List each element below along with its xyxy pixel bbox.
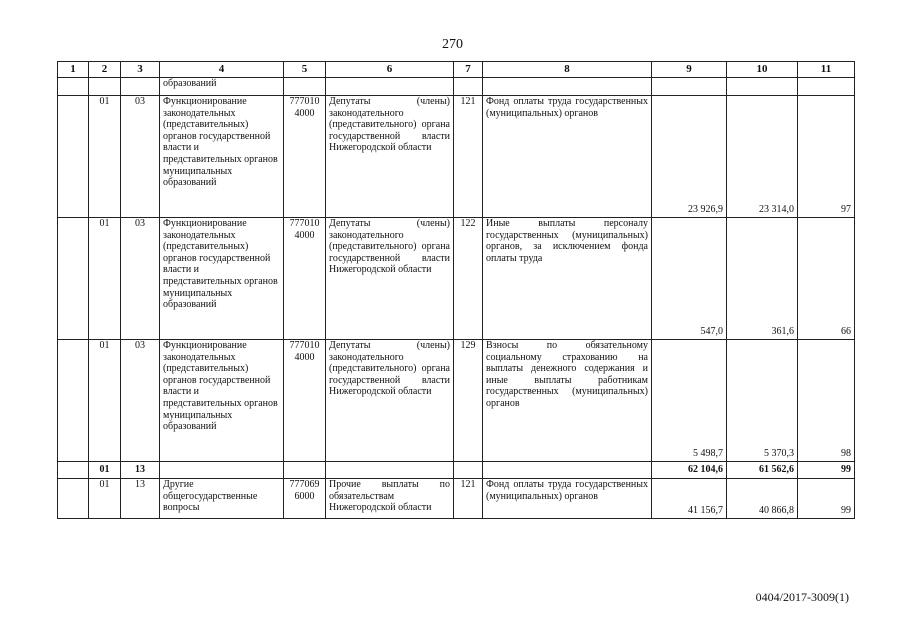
subtotal-planned-amount: 62 104,6 [652, 462, 727, 479]
actual-amount: 361,6 [727, 218, 798, 340]
header-row [58, 62, 855, 78]
percent-executed: 66 [798, 218, 855, 340]
percent-executed: 99 [798, 479, 855, 519]
section-code: 01 [89, 340, 121, 462]
subtotal-section-code: 01 [89, 462, 121, 479]
expense-type-name: Фонд оплаты труда государственных (муниципальных) органов [483, 96, 652, 218]
subtotal-actual-amount: 61 562,6 [727, 462, 798, 479]
section-code: 01 [89, 96, 121, 218]
actual-amount: 5 370,3 [727, 340, 798, 462]
section-name: Функционирование законодательных (представительных) органов государственной власти и представительных органов муниципальных образований [160, 218, 284, 340]
header-col-8: 8 [483, 62, 652, 78]
table-row [58, 218, 855, 340]
expense-type-name: Взносы по обязательному социальному страхованию на выплаты денежного содержания и иные выплаты работникам государственных (муниципальных) органов [483, 340, 652, 462]
subtotal-percent-executed: 99 [798, 462, 855, 479]
section-name: Функционирование законодательных (представительных) органов государственной власти и представительных органов муниципальных образований [160, 96, 284, 218]
header-col-5: 5 [284, 62, 326, 78]
expense-type-name: Иные выплаты персоналу государственных (муниципальных) органов, за исключением фонда оплаты труда [483, 218, 652, 340]
target-name: Прочие выплаты по обязательствам Нижегородской области [326, 479, 454, 519]
header-col-1: 1 [58, 62, 89, 78]
expense-type-name: Фонд оплаты труда государственных (муниципальных) органов [483, 479, 652, 519]
subsection-code: 03 [121, 96, 160, 218]
header-col-2: 2 [89, 62, 121, 78]
target-code: 777010 4000 [284, 340, 326, 462]
section-name: Другие общегосударственные вопросы [160, 479, 284, 519]
document-code: 0404/2017-3009(1) [755, 590, 849, 604]
actual-amount: 40 866,8 [727, 479, 798, 519]
planned-amount: 547,0 [652, 218, 727, 340]
actual-amount: 23 314,0 [727, 96, 798, 218]
subtotal-subsection-code: 13 [121, 462, 160, 479]
section-code: 01 [89, 479, 121, 519]
page-number: 270 [442, 37, 463, 52]
expense-type-code: 121 [454, 96, 483, 218]
target-code: 777010 4000 [284, 218, 326, 340]
planned-amount: 23 926,9 [652, 96, 727, 218]
subsection-code: 13 [121, 479, 160, 519]
header-col-10: 10 [727, 62, 798, 78]
expense-type-code: 121 [454, 479, 483, 519]
expense-type-code: 122 [454, 218, 483, 340]
target-name: Депутаты (члены) законодательного (представительного) органа государственной власти Нижегородской области [326, 218, 454, 340]
target-code: 777010 4000 [284, 96, 326, 218]
header-col-11: 11 [798, 62, 855, 78]
target-code: 777069 6000 [284, 479, 326, 519]
header-col-9: 9 [652, 62, 727, 78]
section-name: Функционирование законодательных (представительных) органов государственной власти и представительных органов муниципальных образований [160, 340, 284, 462]
target-name: Депутаты (члены) законодательного (представительного) органа государственной власти Нижегородской области [326, 96, 454, 218]
table-row [58, 96, 855, 218]
section-code: 01 [89, 218, 121, 340]
planned-amount: 5 498,7 [652, 340, 727, 462]
percent-executed: 97 [798, 96, 855, 218]
header-col-7: 7 [454, 62, 483, 78]
header-col-4: 4 [160, 62, 284, 78]
table-row [58, 340, 855, 462]
continuation-text: образований [160, 78, 284, 96]
continuation-row [58, 78, 855, 96]
subsection-code: 03 [121, 340, 160, 462]
header-col-6: 6 [326, 62, 454, 78]
subtotal-row [58, 462, 855, 479]
expense-type-code: 129 [454, 340, 483, 462]
percent-executed: 98 [798, 340, 855, 462]
table-row [58, 479, 855, 519]
budget-table [57, 61, 855, 519]
header-col-3: 3 [121, 62, 160, 78]
target-name: Депутаты (члены) законодательного (представительного) органа государственной власти Нижегородской области [326, 340, 454, 462]
planned-amount: 41 156,7 [652, 479, 727, 519]
subsection-code: 03 [121, 218, 160, 340]
